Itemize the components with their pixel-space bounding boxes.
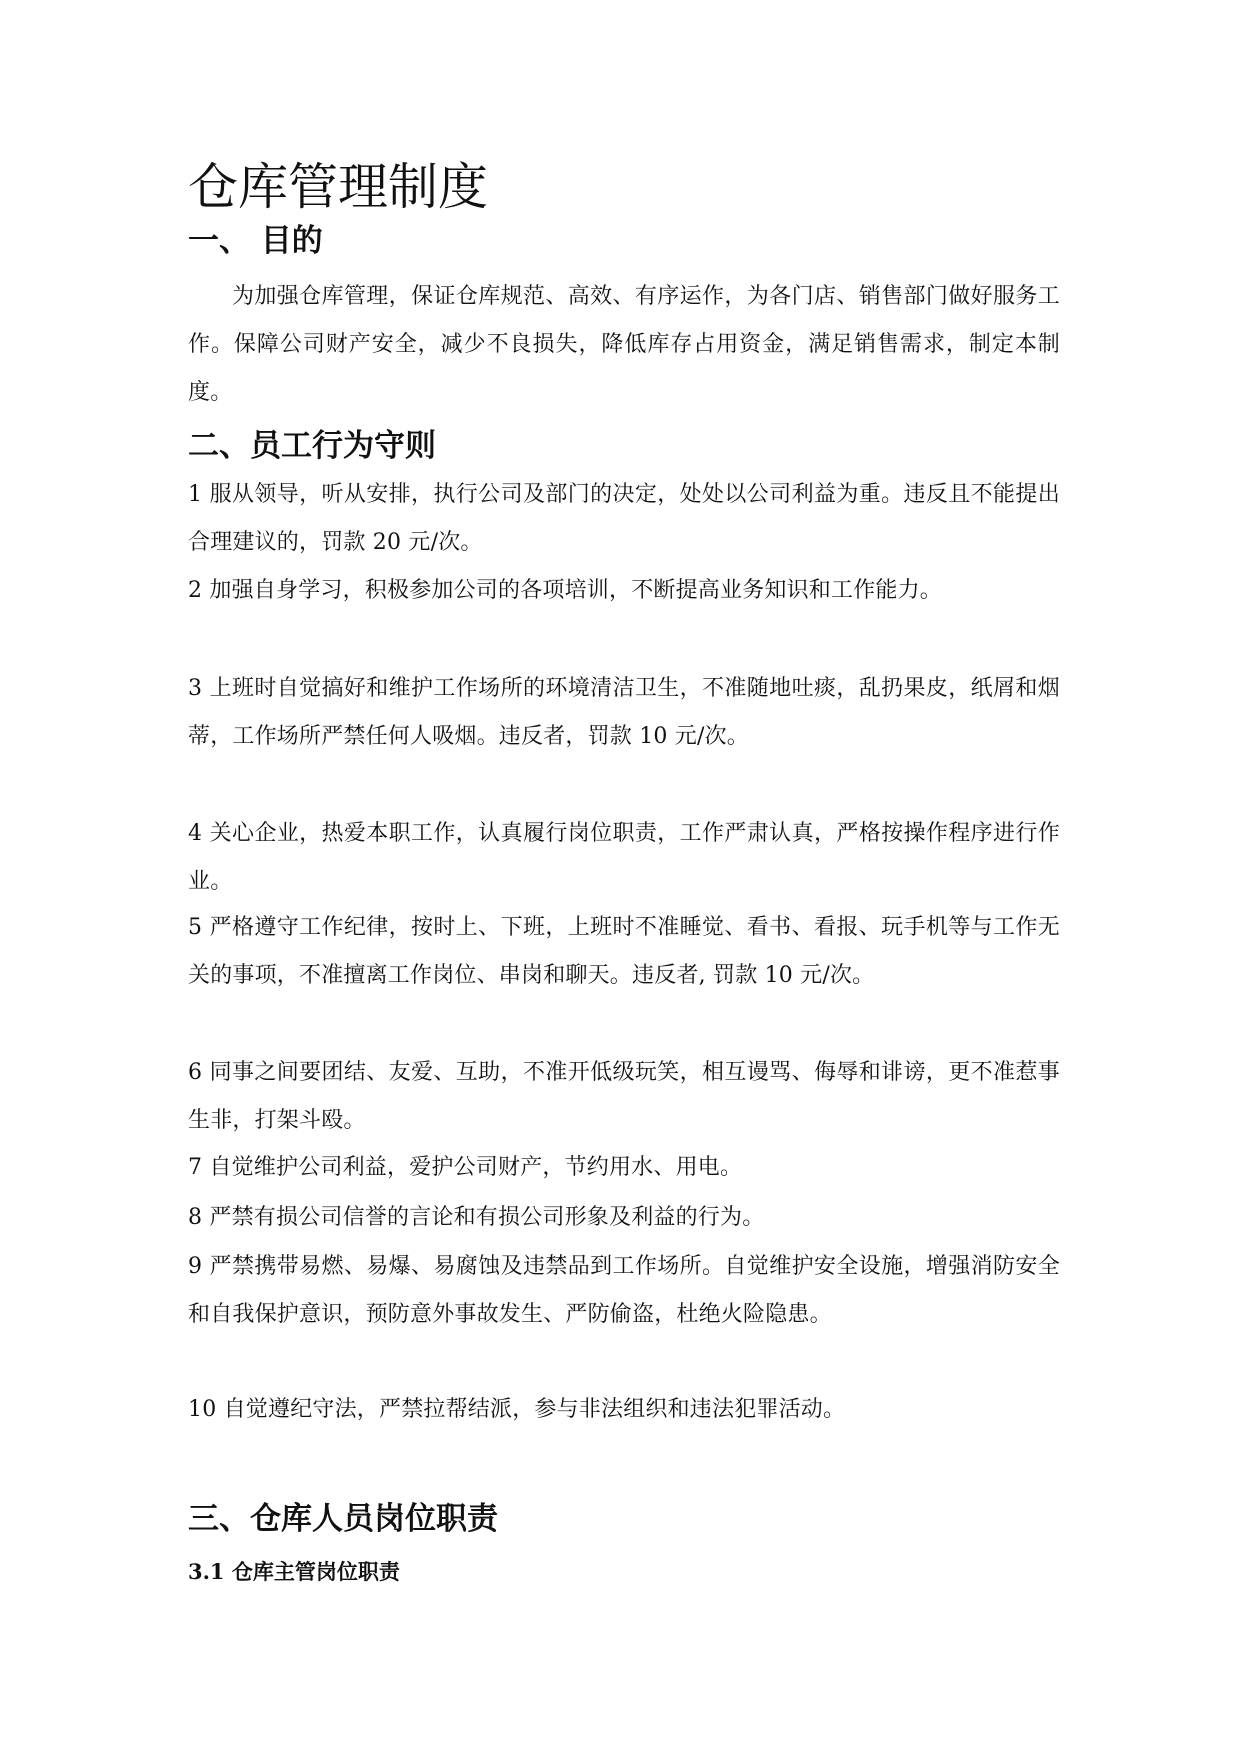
rule-item-3: 3 上班时自觉搞好和维护工作场所的环境清洁卫生，不准随地吐痰，乱扔果皮，纸屑和烟蒂，工作场所严禁任何人吸烟。违反者，罚款 10 元/次。	[188, 676, 1060, 749]
rule-item-10: 10 自觉遵纪守法，严禁拉帮结派，参与非法组织和违法犯罪活动。	[188, 1397, 846, 1422]
subsection-heading-supervisor: 3.1 仓库主管岗位职责	[188, 1559, 400, 1584]
section-heading-conduct: 二、员工行为守则	[188, 428, 436, 464]
section-heading-duties: 三、仓库人员岗位职责	[188, 1501, 498, 1537]
rule-item-9: 9 严禁携带易燃、易爆、易腐蚀及违禁品到工作场所。自觉维护安全设施，增强消防安全和自我保护意识，预防意外事故发生、严防偷盗，杜绝火险隐患。	[188, 1254, 1060, 1327]
rule-item-7: 7 自觉维护公司利益，爱护公司财产，节约用水、用电。	[188, 1155, 743, 1180]
rule-item-2: 2 加强自身学习，积极参加公司的各项培训，不断提高业务知识和工作能力。	[188, 578, 942, 603]
rule-item-1: 1 服从领导，听从安排，执行公司及部门的决定，处处以公司利益为重。违反且不能提出合理建议的，罚款 20 元/次。	[188, 482, 1060, 555]
rule-item-6: 6 同事之间要团结、友爱、互助，不准开低级玩笑，相互谩骂、侮辱和诽谤，更不准惹事生非，打架斗殴。	[188, 1060, 1060, 1133]
rule-item-8: 8 严禁有损公司信誉的言论和有损公司形象及利益的行为。	[188, 1205, 765, 1230]
rule-item-4: 4 关心企业，热爱本职工作，认真履行岗位职责，工作严肃认真，严格按操作程序进行作业。	[188, 821, 1060, 894]
document-title: 仓库管理制度	[188, 158, 488, 216]
section-heading-purpose: 一、 目的	[188, 223, 323, 259]
paragraph-purpose: 为加强仓库管理，保证仓库规范、高效、有序运作，为各门店、销售部门做好服务工作。保障公司财产安全，减少不良损失，降低库存占用资金，满足销售需求，制定本制度。	[188, 284, 1060, 405]
rule-item-5: 5 严格遵守工作纪律，按时上、下班，上班时不准睡觉、看书、看报、玩手机等与工作无关的事项，不准擅离工作岗位、串岗和聊天。违反者, 罚款 10 元/次。	[188, 915, 1060, 988]
